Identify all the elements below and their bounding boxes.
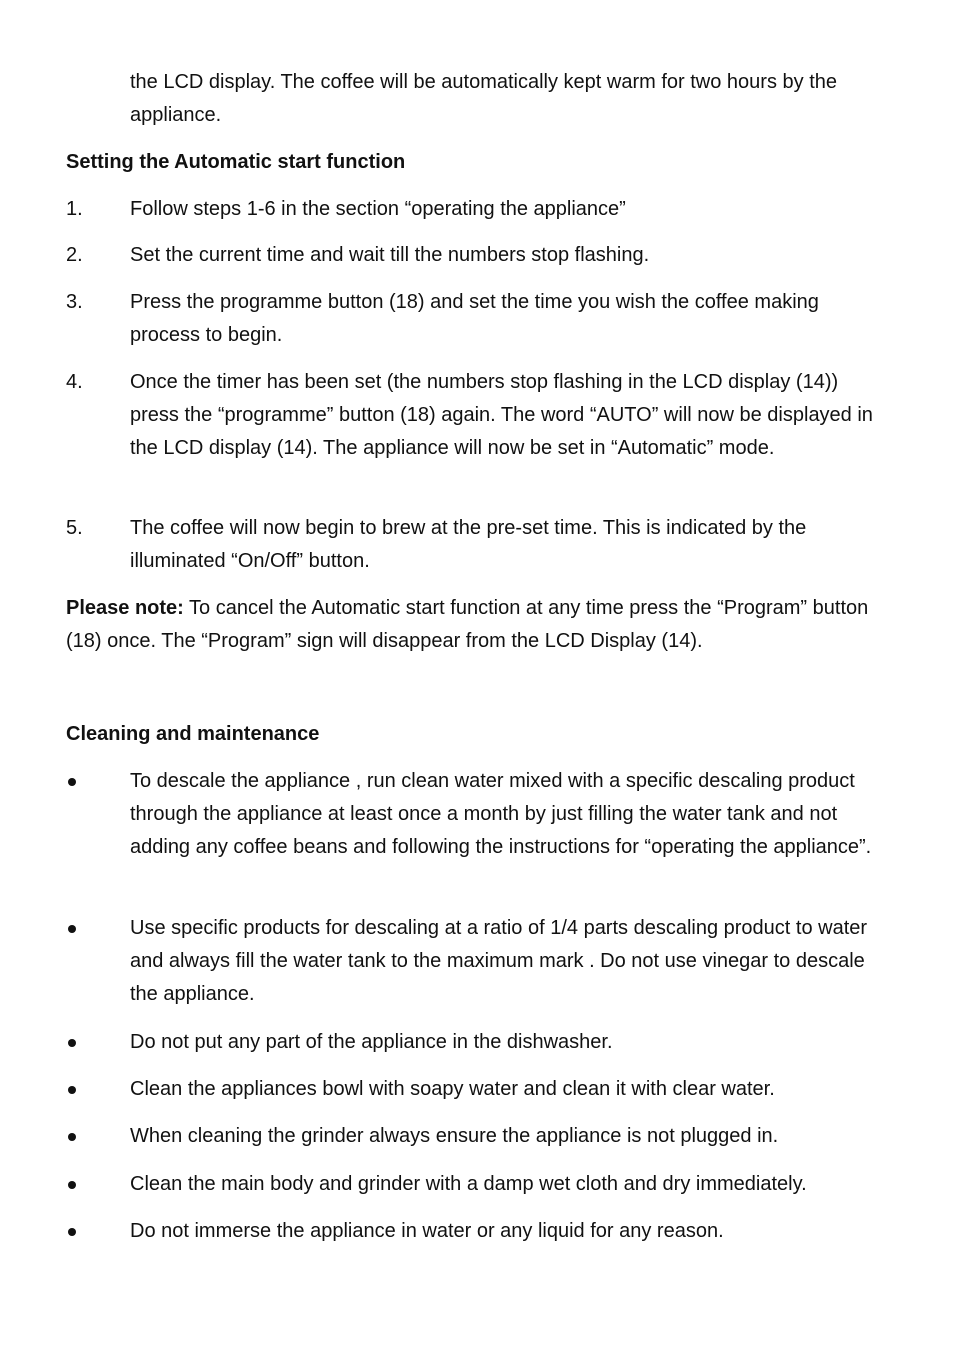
step-number: 4. — [66, 371, 83, 393]
cleaning-bullet-1 — [66, 765, 886, 864]
note-text: To cancel the Automatic start function at any time press the “Program” button (18) once. The “Program” sign will disappear from the LCD Display (14). — [66, 597, 869, 652]
cleaning-heading: Cleaning and maintenance — [66, 723, 320, 745]
step-item-4 — [66, 366, 886, 465]
step-number: 3. — [66, 291, 83, 313]
cleaning-bullet-4 — [66, 1073, 886, 1106]
step-text: The coffee will now begin to brew at the pre-set time. This is indicated by the illuminated “On/Off” button. — [130, 517, 807, 572]
intro-continuation — [66, 66, 886, 132]
step-text: Follow steps 1-6 in the section “operating the appliance” — [130, 198, 626, 220]
bullet-text: Use specific products for descaling at a ratio of 1/4 parts descaling product to water and always fill the water tank to the maximum mark . Do not use vinegar to descale the appliance. — [130, 917, 868, 1005]
bullet-icon — [66, 765, 130, 864]
step-item-2 — [66, 239, 886, 272]
bullet-text: Do not put any part of the appliance in the dishwasher. — [130, 1031, 613, 1053]
bullet-text: To descale the appliance , run clean water mixed with a specific descaling product through the appliance at least once a month by just filling the water tank and not adding any coffee beans and following the instructions for “operating the appliance”. — [130, 770, 872, 858]
step-item-1 — [66, 193, 886, 226]
step-number: 5. — [66, 517, 83, 539]
step-text: Press the programme button (18) and set the time you wish the coffee making process to begin. — [130, 291, 819, 346]
bullet-icon — [66, 1073, 130, 1106]
bullet-text: When cleaning the grinder always ensure the appliance is not plugged in. — [130, 1125, 779, 1147]
intro-text: the LCD display. The coffee will be automatically kept warm for two hours by the appliance. — [130, 71, 838, 126]
bullet-icon — [66, 1026, 130, 1059]
bullet-text: Clean the appliances bowl with soapy water and clean it with clear water. — [130, 1078, 775, 1100]
bullet-icon — [66, 1215, 130, 1248]
cleaning-bullet-5 — [66, 1120, 886, 1153]
cleaning-bullet-6 — [66, 1168, 886, 1201]
step-text: Once the timer has been set (the numbers stop flashing in the LCD display (14)) press the “programme” button (18) again. The word “AUTO” will now be displayed in the LCD display (14). The appliance will now be set in “Automatic” mode. — [130, 371, 873, 459]
note-label: Please note: — [66, 597, 184, 619]
bullet-icon — [66, 1168, 130, 1201]
bullet-icon — [66, 1120, 130, 1153]
bullet-icon — [66, 912, 130, 1011]
please-note-paragraph — [66, 592, 886, 658]
step-number: 1. — [66, 198, 83, 220]
cleaning-bullet-3 — [66, 1026, 886, 1059]
cleaning-bullet-2 — [66, 912, 886, 1011]
cleaning-bullet-7 — [66, 1215, 886, 1248]
bullet-text: Do not immerse the appliance in water or any liquid for any reason. — [130, 1220, 724, 1242]
step-text: Set the current time and wait till the numbers stop flashing. — [130, 244, 650, 266]
step-item-3 — [66, 286, 886, 352]
step-item-5 — [66, 512, 886, 578]
auto-start-heading: Setting the Automatic start function — [66, 151, 406, 173]
step-number: 2. — [66, 244, 83, 266]
bullet-text: Clean the main body and grinder with a damp wet cloth and dry immediately. — [130, 1173, 807, 1195]
